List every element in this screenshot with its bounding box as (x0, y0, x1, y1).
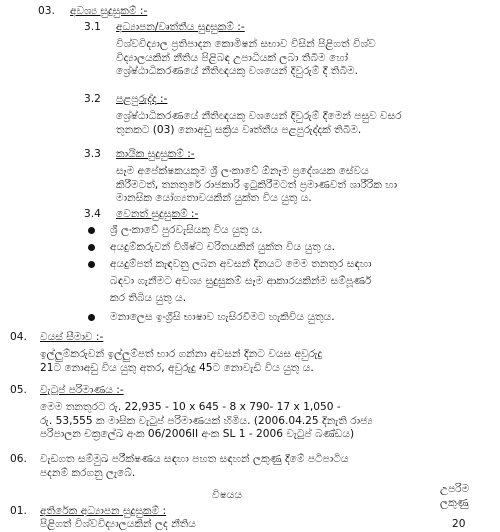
section-text: ඉල්ලුම්කරුවන් ඉල්ලුම්පත් භාර ගන්නා අවසන් දිනට වයස අවුරුදු 21ට නොඅඩු විය යුතු අතර, අවුරුදු 45ට නොවැඩි විය යුතු ය. (40, 348, 323, 374)
row-heading: අතිරේක අධ්‍යාපන සුදුසුකම් : (40, 505, 167, 517)
subsection-number: 3.4 (84, 208, 101, 220)
section-heading: වැටුප් පරිමාණය :- (40, 384, 124, 396)
section-heading: වයස් සීමාව :- (40, 331, 104, 343)
column-header-max: උපරිම (440, 483, 470, 495)
section-number: 05. (10, 384, 27, 396)
subsection-number: 3.2 (84, 93, 101, 105)
section-text: වැඩගත සම්මුඛ පරීක්ෂණය සඳහා පහත සඳහන් ලකුණු දීමේ පටිපාටිය පදනම් කරගනු ලැබේ. (40, 453, 349, 479)
subsection-text: විශ්වවිද්‍යාල ප්‍රතිපාදන කොමිෂන් සභාව විසින් පිළිගත් විශ්ව විද්‍යාලයකින් නීතිය පිළිබඳ උපාධියක් ලබා තිබීම හෝ ශ්‍රේෂ්ඨාධිකරණයේ නීතිඥයකු වශයෙන් දිවුරුම් දී තිබීම. (116, 38, 376, 78)
bullet-dot-icon (88, 244, 95, 251)
subsection-heading: කායික සුදුසුකම් :- (116, 148, 195, 160)
section-number: 03. (38, 5, 55, 17)
subsection-heading: වෙනත් සුදුසුකම් :- (116, 208, 199, 220)
row-number: 01. (10, 505, 27, 517)
section-number: 06. (10, 453, 27, 465)
bullet-dot-icon (88, 261, 95, 268)
subsection-number: 3.1 (84, 21, 101, 33)
row-value: 20 (452, 518, 466, 530)
row-text: පිළිගත් විශ්වවිද්‍යාලයකින් ලද නීතිය (40, 518, 196, 530)
column-header-subject: විෂයය (212, 489, 243, 501)
subsection-heading: පළපුරුද්ද :- (116, 93, 168, 105)
subsection-text: ශ්‍රේෂ්ඨාධිකරණයේ නීතිඥයකු වශයෙන් දිවුරුම් දීමෙන් පසුව වසර තුනකට (03) නොඅඩු සක්‍රිය වෘත්තීය පළපුරුද්දක් තිබීම. (116, 110, 402, 136)
section-number: 04. (10, 331, 27, 343)
section-text: මෙම තනතුරට රු. 22,935 - 10 x 645 - 8 x 790- 17 x 1,050 - රු. 53,555 ක මාසික වැටුප් පරිමාණයක් හිමිය. (2006.04.25 දිනැති රාජ්‍ය පරිපාලන චක්‍රලේඛ අංක 06/2006II අංක SL 1 - 2006 වැටුප් බණ්ඩය) (40, 401, 373, 441)
bullet-dot-icon (88, 227, 95, 234)
subsection-number: 3.3 (84, 148, 101, 160)
bullet-dot-icon (88, 314, 95, 321)
document-page: 03. අවශ්‍ය සුදුසුකම් :- 3.1 අධ්‍යාපන/වෘත්තීය සුදුසුකම් :- විශ්වවිද්‍යාල ප්‍රතිපාදන කොමිෂන් සභාව විසින් පිළිගත් විශ්ව විද්‍යාලයකින් නීතිය පිළිබඳ උපාධියක් ලබා තිබීම හෝ ශ්‍රේෂ්ඨාධිකරණයේ නීතිඥයකු වශයෙන් දිවුරුම් දී තිබීම. 3.2 පළපුරුද්ද :- ශ්‍රේෂ්ඨාධිකරණයේ නීතිඥයකු වශයෙන් දිවුරුම් දීමෙන් පසුව වසර තුනකට (03) නොඅඩු සක්‍රිය වෘත්තීය පළපුරුද්දක් තිබීම. 3.3 කායික සුදුසුකම් :- සෑම අපේක්ෂකයකුම ශ්‍රී ලංකාවේ ඕනෑම ප්‍රදේශයක සේවය කිරීමටත්, තනතුරේ රාජකාරි ඉටුකිරීමටත් ප්‍රමාණවත් ශාරීරික හා මානසික යෝග්‍යතාවයකින් යුක්ත විය යුතු ය. 3.4 වෙනත් සුදුසුකම් :- ශ්‍රී ලංකාවේ පුරවැසියකු විය යුතු ය. අයදුම්කරුවන් විශිෂ්ට චරිතයකින් යුක්ත විය යුතු ය. අයදුම්පත් කැඳවනු ලබන අවසන් දිනයට මෙම තනතුර සඳහා බඳවා ගැනීමට අවශ්‍ය සුදුසුකම් සෑම ආකාරයකින්ම සම්පූර්ණ කර තිබිය යුතු ය. මනාලෙස ඉංග්‍රීසි භාෂාව හැසිරවීමට හැකිවිය යුතුය. 04. වයස් සීමාව :- ඉල්ලුම්කරුවන් ඉල්ලුම්පත් භාර ගන්නා අවසන් දිනට වයස අවුරුදු 21ට නොඅඩු විය යුතු අතර, අවුරුදු 45ට නොවැඩි විය යුතු ය. 05. වැටුප් පරිමාණය :- මෙම තනතුරට රු. 22,935 - 10 x 645 - 8 x 790- 17 x 1,050 - රු. 53,555 ක මාසික වැටුප් පරිමාණයක් හිමිය. (2006.04.25 දිනැති රාජ්‍ය පරිපාලන චක්‍රලේඛ අංක 06/2006II අංක SL 1 - 2006 වැටුප් බණ්ඩය) 06. වැඩගත සම්මුඛ පරීක්ෂණය සඳහා පහත සඳහන් ලකුණු දීමේ පටිපාටිය පදනම් කරගනු ලැබේ. විෂයය උපරිම ලකුණු 01. අතිරේක අධ්‍යාපන සුදුසුකම් : පිළිගත් විශ්වවිද්‍යාලයකින් ලද නීතිය 20 (10, 5, 470, 530)
subsection-text: සෑම අපේක්ෂකයකුම ශ්‍රී ලංකාවේ ඕනෑම ප්‍රදේශයක සේවය කිරීමටත්, තනතුරේ රාජකාරි ඉටුකිරීමටත් ප්‍රමාණවත් ශාරීරික හා මානසික යෝග්‍යතාවයකින් යුක්ත විය යුතු ය. (116, 165, 398, 205)
subsection-heading: අධ්‍යාපන/වෘත්තීය සුදුසුකම් :- (116, 21, 245, 33)
column-header-marks: ලකුණු (440, 497, 469, 509)
section-heading: අවශ්‍ය සුදුසුකම් :- (70, 5, 148, 17)
